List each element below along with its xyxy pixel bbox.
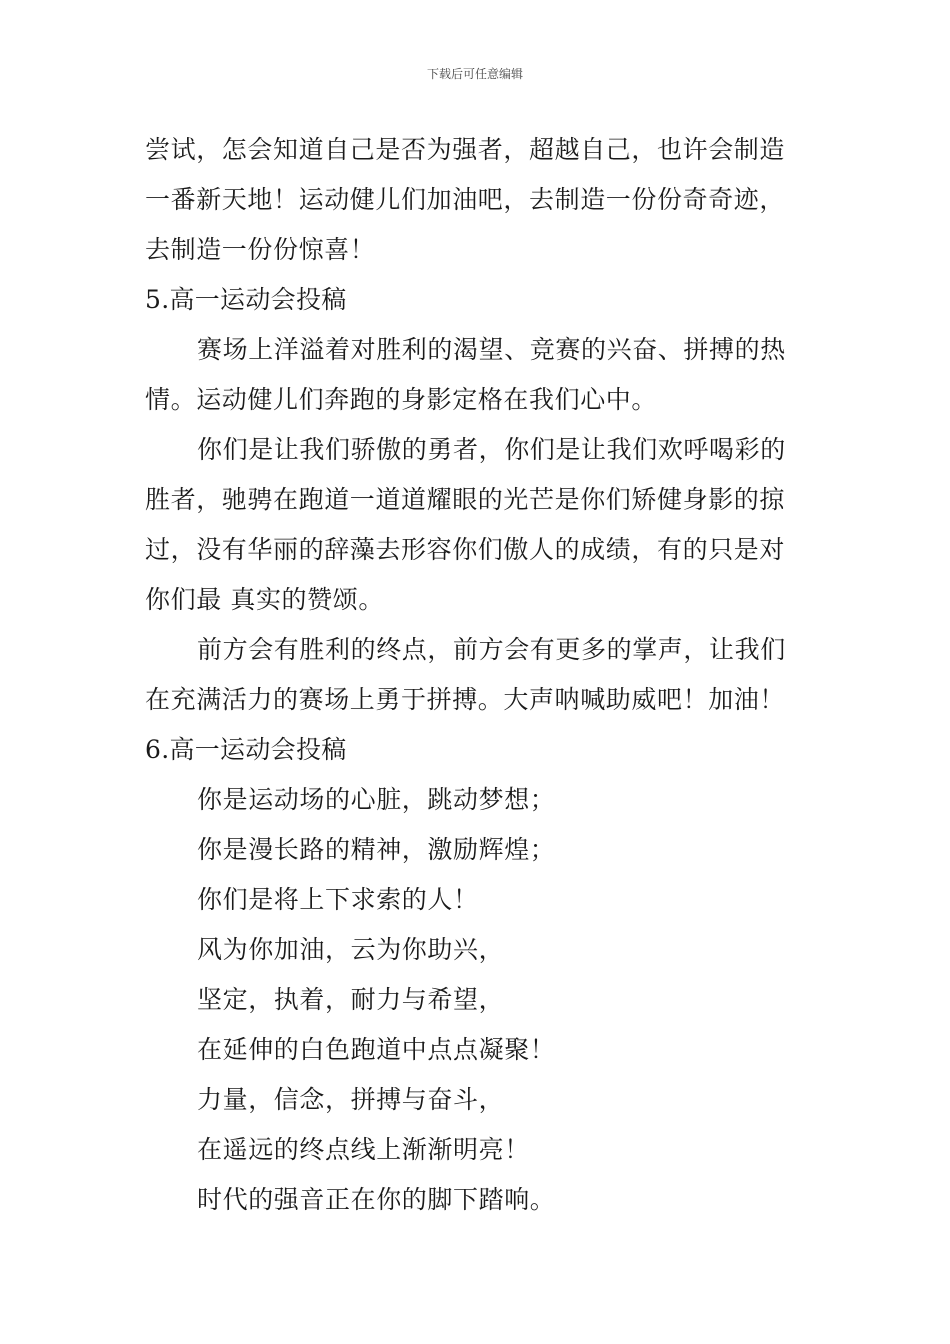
poem-line: 在延伸的白色跑道中点点凝聚！ (197, 1035, 556, 1064)
paragraph-line: 前方会有胜利的终点，前方会有更多的掌声，让我们 (197, 635, 786, 664)
paragraph-line: 情。运动健儿们奔跑的身影定格在我们心中。 (145, 385, 658, 414)
poem-line: 坚定，执着，耐力与希望， (197, 985, 505, 1014)
poem-line: 你是运动场的心脏，跳动梦想； (197, 785, 556, 814)
paragraph-line: 你们最 真实的赞颂。 (145, 585, 384, 614)
section-heading: 6.高一运动会投稿 (145, 735, 347, 764)
paragraph-line: 你们是让我们骄傲的勇者，你们是让我们欢呼喝彩的 (197, 435, 786, 464)
paragraph-line: 赛场上洋溢着对胜利的渴望、竞赛的兴奋、拼搏的热 (197, 335, 786, 364)
poem-line: 你是漫长路的精神，激励辉煌； (197, 835, 556, 864)
poem-line: 你们是将上下求索的人！ (197, 885, 479, 914)
paragraph-line: 在充满活力的赛场上勇于拼搏。大声呐喊助威吧！加油！ (145, 685, 786, 714)
paragraph-line: 一番新天地！运动健儿们加油吧，去制造一份份奇奇迹， (145, 185, 786, 214)
paragraph-line: 去制造一份份惊喜！ (145, 235, 376, 264)
paragraph-line: 尝试，怎会知道自己是否为强者，超越自己，也许会制造 (145, 135, 786, 164)
paragraph-line: 胜者，驰骋在跑道一道道耀眼的光芒是你们矫健身影的掠 (145, 485, 786, 514)
section-heading: 5.高一运动会投稿 (145, 285, 347, 314)
document-body (145, 125, 810, 1225)
poem-line: 力量，信念，拼搏与奋斗， (197, 1085, 505, 1114)
paragraph-line: 过，没有华丽的辞藻去形容你们傲人的成绩，有的只是对 (145, 535, 786, 564)
poem-line: 时代的强音正在你的脚下踏响。 (197, 1185, 556, 1214)
poem-line: 风为你加油，云为你助兴， (197, 935, 505, 964)
poem-line: 在遥远的终点线上渐渐明亮！ (197, 1135, 530, 1164)
page-header: 下载后可任意编辑 (426, 67, 523, 81)
